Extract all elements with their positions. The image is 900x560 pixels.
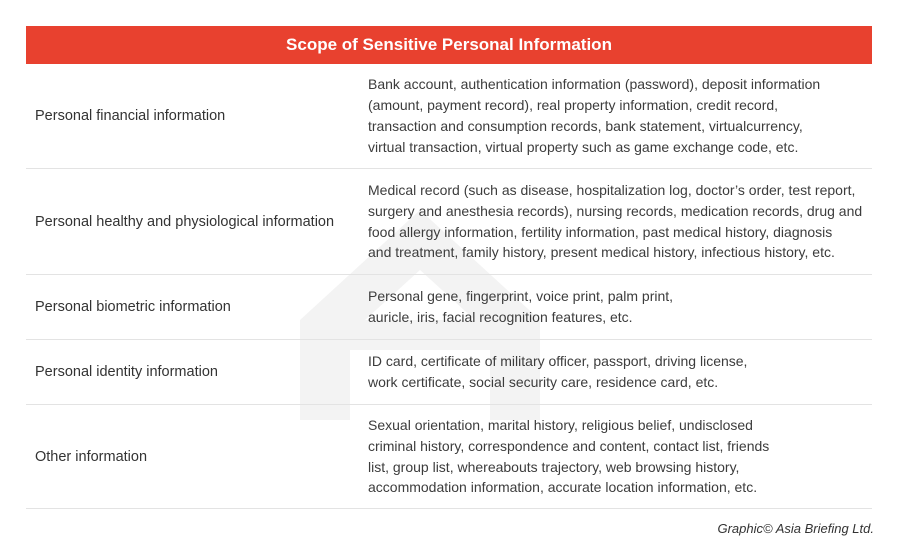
description-line: auricle, iris, facial recognition features, etc. <box>368 309 633 325</box>
description-cell <box>360 340 872 404</box>
table-title: Scope of Sensitive Personal Information <box>26 26 872 64</box>
category-cell: Personal healthy and physiological information <box>35 213 335 230</box>
table-row <box>26 340 872 405</box>
description-line: food allergy information, fertility information, past medical history, diagnosis <box>368 223 833 240</box>
description-cell <box>360 275 872 339</box>
table-row <box>26 169 872 275</box>
graphic-credit: Graphic© Asia Briefing Ltd. <box>717 521 874 536</box>
sensitive-info-table <box>26 26 872 509</box>
category-cell: Personal biometric information <box>35 299 231 315</box>
category-cell: Personal financial information <box>35 108 226 124</box>
description-line: accommodation information, accurate location information, etc. <box>368 479 758 496</box>
category-cell: Other information <box>35 448 148 465</box>
description-cell <box>360 405 872 508</box>
description-line: virtual transaction, virtual property such as game exchange code, etc. <box>368 138 799 155</box>
description-line: work certificate, social security care, residence card, etc. <box>368 374 719 390</box>
category-cell: Personal identity information <box>35 364 218 380</box>
description-line: surgery and anesthesia records), nursing records, medication records, drug and <box>368 202 863 219</box>
table-row <box>26 275 872 340</box>
description-line: list, group list, whereabouts trajectory, web browsing history, <box>368 458 740 475</box>
description-cell <box>360 64 872 168</box>
description-line: Sexual orientation, marital history, religious belief, undisclosed <box>368 416 753 433</box>
description-line: Personal gene, fingerprint, voice print, palm print, <box>368 288 674 305</box>
description-line: transaction and consumption records, bank statement, virtualcurrency, <box>368 118 803 134</box>
description-line: and treatment, family history, present medical history, infectious history, etc. <box>368 244 835 261</box>
table-row <box>26 405 872 509</box>
description-line: Bank account, authentication information (password), deposit information <box>368 76 821 93</box>
description-line: (amount, payment record), real property information, credit record, <box>368 97 779 114</box>
description-line: ID card, certificate of military officer, passport, driving license, <box>368 353 748 370</box>
table-row <box>26 64 872 169</box>
description-line: Medical record (such as disease, hospitalization log, doctor’s order, test report, <box>368 181 856 198</box>
description-cell <box>360 169 872 274</box>
description-line: criminal history, correspondence and content, contact list, friends <box>368 437 770 454</box>
